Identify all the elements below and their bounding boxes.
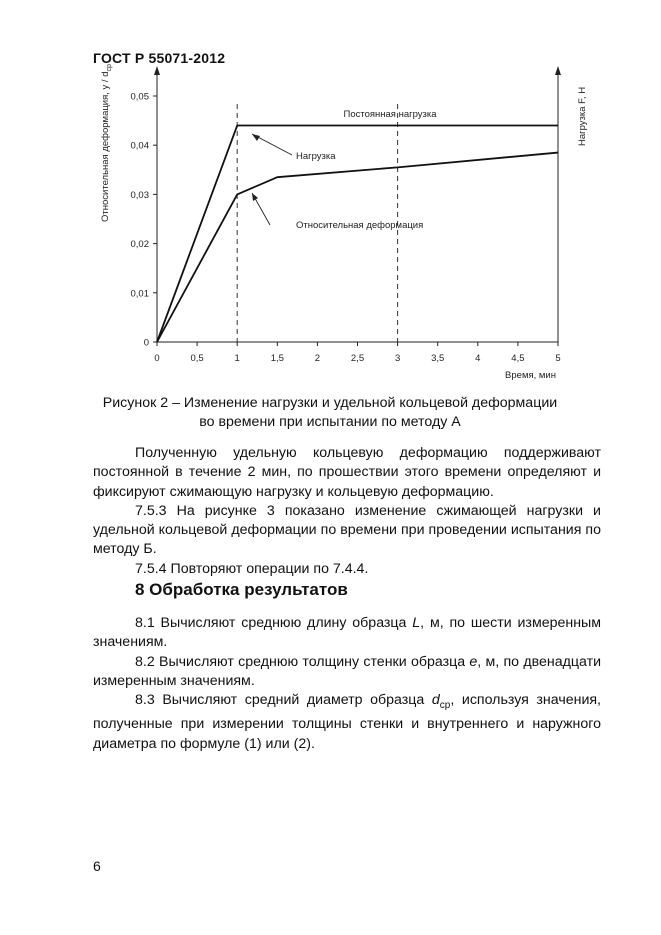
x-tick-label: 3,5 xyxy=(431,353,445,364)
paragraph-8-2: 8.2 Вычисляют среднюю толщину стенки образца e, м, по двенадцати измеренным значениям. xyxy=(93,653,602,689)
section-heading: 8 Обработка результатов xyxy=(135,580,348,599)
y-ticks xyxy=(131,92,158,349)
annotation-strain: Относительная деформация xyxy=(296,220,424,231)
x-ticks xyxy=(154,342,560,364)
y-tick-label: 0,03 xyxy=(130,189,149,201)
x-tick-label: 1,5 xyxy=(270,353,284,364)
caption-line-1: Рисунок 2 – Изменение нагрузки и удельной кольцевой деформации xyxy=(102,395,558,411)
body-text-block-1 xyxy=(93,444,601,579)
annotation-constant-load: Постоянная нагрузка xyxy=(343,109,437,120)
document-header: ГОСТ Р 55071-2012 xyxy=(93,50,226,66)
x-tick-label: 4,5 xyxy=(511,353,525,364)
right-axis-arrow xyxy=(555,66,561,75)
page-number: 6 xyxy=(93,858,101,874)
chart-axes xyxy=(154,66,561,342)
x-tick-label: 2,5 xyxy=(350,353,365,364)
x-tick-label: 0,5 xyxy=(190,353,204,364)
annotation-load-arrowhead xyxy=(252,134,260,141)
x-tick-label: 4 xyxy=(475,353,481,364)
x-tick-label: 2 xyxy=(314,353,321,364)
paragraph: Полученную удельную кольцевую деформацию поддерживают постоянной в течение 2 мин, по прошествии этого времени определяют и фиксируют сжимающую нагрузку и кольцевую деформацию. xyxy=(93,445,601,500)
annotation-strain-arrowhead xyxy=(252,193,258,201)
x-axis-label: Время, мин xyxy=(505,370,556,381)
body-text-block-2 xyxy=(93,614,601,754)
y-axis-right-label: Нагрузка F, Н xyxy=(577,86,588,146)
y-tick-label: 0,02 xyxy=(130,239,149,251)
paragraph-8-3: 8.3 Вычисляют средний диаметр образца $d_{ср}$, используя значения, полученные при измерении толщины стенки и внутреннего и наружного диаметра по формуле (1) или (2). xyxy=(93,692,601,752)
paragraph: 7.5.4 Повторяют операции по 7.4.4. xyxy=(135,560,369,577)
y-tick-label: 0 xyxy=(143,337,149,349)
annotation-load: Нагрузка xyxy=(296,151,336,162)
paragraph-8-1: 8.1 Вычисляют среднюю длину образца L, м, по шести измеренным значениям. xyxy=(93,615,601,651)
caption-line-2: во времени при испытании по методу А xyxy=(199,414,461,430)
chart-series xyxy=(157,126,558,342)
y-axis-left-label: Относительная деформация, y / $d_{ср}$ xyxy=(100,64,113,222)
left-axis-arrow xyxy=(154,66,160,75)
figure-caption xyxy=(80,394,580,432)
x-tick-label: 1 xyxy=(234,353,240,364)
y-tick-label: 0,01 xyxy=(130,288,149,300)
y-tick-label: 0,04 xyxy=(130,140,149,152)
x-tick-label: 3 xyxy=(394,353,401,364)
x-tick-label: 5 xyxy=(555,353,561,364)
y-tick-label: 0,05 xyxy=(130,91,149,103)
load-strain-chart xyxy=(0,0,661,400)
x-tick-label: 0 xyxy=(154,353,160,364)
paragraph: 7.5.3 На рисунке 3 показано изменение сжимающей нагрузки и удельной кольцевой деформации по времени при проведении испытания по методу Б. xyxy=(93,502,601,558)
